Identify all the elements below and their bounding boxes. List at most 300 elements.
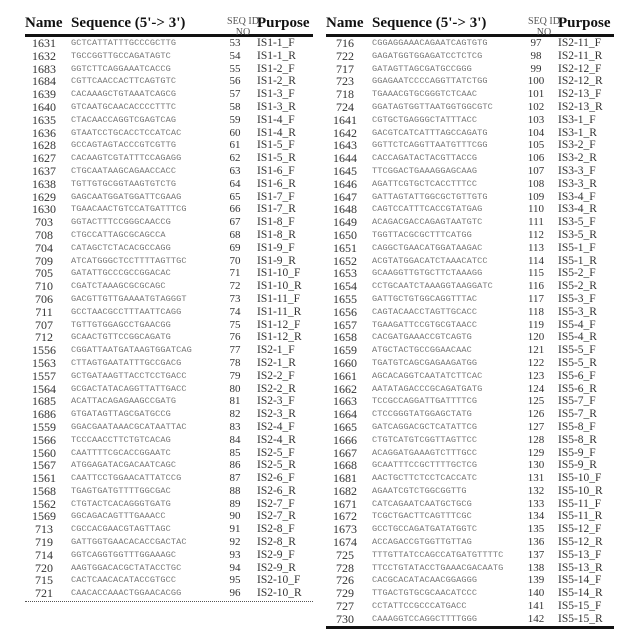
primer-purpose: IS1-1_R: [257, 50, 296, 63]
primer-sequence: GGTTCTCAGGTTAATGTTTCGG: [372, 139, 488, 152]
seq-id-number: 109: [522, 191, 550, 204]
table-row: [25, 447, 313, 460]
primer-purpose: IS5-3_F: [558, 293, 596, 306]
primer-sequence: TGAACAACTGTCCATGATTTCG: [71, 203, 187, 216]
primer-name: 1559: [27, 421, 61, 434]
primer-name: 1664: [328, 408, 362, 421]
primer-name: 1629: [27, 191, 61, 204]
primer-sequence: GATTAGTATTGGCGCTGTTGTG: [372, 191, 488, 204]
primer-sequence: GCAACTGTTCCGGCAGATG: [71, 331, 171, 344]
primer-name: 718: [328, 88, 362, 101]
table-row: [25, 165, 313, 178]
primer-sequence: GGTCTTCAGGAAATCACCG: [71, 63, 171, 76]
seq-id-number: 63: [221, 165, 249, 178]
seq-id-number: 106: [522, 152, 550, 165]
seq-id-number: 72: [221, 280, 249, 293]
primer-name: 727: [328, 600, 362, 613]
table-row: [25, 50, 313, 63]
table-row: [25, 127, 313, 140]
primer-purpose: IS1-4_F: [257, 114, 295, 127]
primer-purpose: IS3-1_F: [558, 114, 596, 127]
primer-sequence: AGAATCGTCTGGCGGTTG: [372, 485, 467, 498]
seq-id-number: 135: [522, 523, 550, 536]
table-row: [25, 498, 313, 511]
primer-name: 1647: [328, 191, 362, 204]
seq-id-number: 139: [522, 574, 550, 587]
seq-id-number: 85: [221, 447, 249, 460]
table-row: [326, 613, 614, 626]
primer-name: 1639: [27, 88, 61, 101]
table-row: [326, 472, 614, 485]
table-row: [25, 306, 313, 319]
table-row: [25, 101, 313, 114]
table-row: [326, 447, 614, 460]
primer-name: 1654: [328, 280, 362, 293]
primer-purpose: IS1-12_R: [257, 331, 302, 344]
primer-name: 1653: [328, 267, 362, 280]
table-row: [25, 434, 313, 447]
table-row: [25, 319, 313, 332]
primer-purpose: IS1-3_F: [257, 88, 295, 101]
primer-name: 1685: [27, 395, 61, 408]
primer-purpose: IS2-3_F: [257, 395, 295, 408]
table-row: [326, 523, 614, 536]
seq-id-number: 98: [522, 50, 550, 63]
seq-id-number: 118: [522, 306, 550, 319]
table-row: [25, 395, 313, 408]
table-row: [326, 383, 614, 396]
seq-id-number: 57: [221, 88, 249, 101]
primer-name: 704: [27, 242, 61, 255]
primer-purpose: IS1-2_R: [257, 75, 296, 88]
primer-purpose: IS2-6_F: [257, 472, 295, 485]
primer-name: 720: [27, 562, 61, 575]
primer-sequence: GCTGATAAGTTACCTCCTGACC: [71, 370, 187, 383]
primer-sequence: CAGTCCATTTCACCGTATGAG: [372, 203, 482, 216]
primer-sequence: CACCAGATACTACGTTACCG: [372, 152, 477, 165]
primer-name: 1667: [328, 447, 362, 460]
seq-id-number: 112: [522, 229, 550, 242]
primer-sequence: GGCAGACAGTTTGAAACC: [71, 510, 166, 523]
primer-purpose: IS3-2_R: [558, 152, 597, 165]
primer-purpose: IS1-8_R: [257, 229, 296, 242]
seq-id-number: 58: [221, 101, 249, 114]
primer-purpose: IS1-2_F: [257, 63, 295, 76]
seq-id-number: 74: [221, 306, 249, 319]
primer-name: 1642: [328, 127, 362, 140]
primer-purpose: IS5-9_R: [558, 459, 597, 472]
primer-name: 1671: [328, 498, 362, 511]
seq-id-number: 136: [522, 536, 550, 549]
table-row: [25, 383, 313, 396]
primer-sequence: TCGCTGACTTCAGTTTCGC: [372, 510, 472, 523]
primer-purpose: IS5-4_R: [558, 331, 597, 344]
primer-sequence: TCCCAACCTTCTGTCACAG: [71, 434, 171, 447]
primer-sequence: CGATCTAAAGCGCGCAGC: [71, 280, 166, 293]
primer-purpose: IS1-9_F: [257, 242, 295, 255]
primer-sequence: GTGATAGTTAGCGATGCCG: [71, 408, 171, 421]
primer-name: 1657: [328, 319, 362, 332]
table-row: [326, 37, 614, 50]
seq-id-number: 90: [221, 510, 249, 523]
primer-sequence: GCGACTATACAGGTTATTGACC: [71, 383, 187, 396]
primer-purpose: IS2-7_F: [257, 498, 295, 511]
primer-sequence: GATATTGCCCGCCGGACAC: [71, 267, 171, 280]
primer-purpose: IS2-4_F: [257, 421, 295, 434]
primer-name: 1660: [328, 357, 362, 370]
table-row: [25, 229, 313, 242]
table-row: [25, 562, 313, 575]
primer-name: 1628: [27, 139, 61, 152]
primer-name: 1662: [328, 383, 362, 396]
primer-name: 1556: [27, 344, 61, 357]
primer-sequence: TGTTGTGCGGTAAGTGTCTG: [71, 178, 176, 191]
table-row: [326, 127, 614, 140]
table-row: [25, 75, 313, 88]
primer-sequence: CTGTCATGTCGGTTAGTTCC: [372, 434, 477, 447]
table-row: [25, 178, 313, 191]
primer-name: 1645: [328, 165, 362, 178]
primer-name: 729: [328, 587, 362, 600]
seq-id-number: 142: [522, 613, 550, 626]
primer-name: 1635: [27, 114, 61, 127]
primer-purpose: IS5-10_R: [558, 485, 603, 498]
primer-purpose: IS5-11_F: [558, 498, 601, 511]
seq-id-number: 84: [221, 434, 249, 447]
table-row: [326, 152, 614, 165]
primer-purpose: IS3-5_F: [558, 216, 596, 229]
seq-id-number: 66: [221, 203, 249, 216]
seq-id-number: 94: [221, 562, 249, 575]
primer-sequence: CGGAGGAAACAGAATCAGTGTG: [372, 37, 488, 50]
table-row: [326, 408, 614, 421]
seq-id-number: 83: [221, 421, 249, 434]
primer-purpose: IS5-12_R: [558, 536, 603, 549]
primer-sequence: GACGTCATCATTTAGCCAGATG: [372, 127, 488, 140]
primer-name: 721: [27, 587, 61, 600]
header-seq-id: SEQ ID NO: [221, 16, 265, 38]
primer-purpose: IS5-9_F: [558, 447, 596, 460]
primer-name: 709: [27, 255, 61, 268]
table-row: [326, 50, 614, 63]
primer-sequence: GGACGAATAAACGCATAATTAC: [71, 421, 187, 434]
primer-name: 1668: [328, 459, 362, 472]
primer-name: 1674: [328, 536, 362, 549]
seq-id-number: 95: [221, 574, 249, 587]
seq-id-number: 56: [221, 75, 249, 88]
seq-id-number: 99: [522, 63, 550, 76]
seq-id-number: 114: [522, 255, 550, 268]
seq-id-number: 81: [221, 395, 249, 408]
primer-purpose: IS2-4_R: [257, 434, 296, 447]
header-name: Name: [25, 15, 63, 32]
primer-sequence: GACGTTGTTGAAAATGTAGGGT: [71, 293, 187, 306]
table-row: [326, 242, 614, 255]
table-row: [25, 242, 313, 255]
primer-sequence: CAATTCCTGGAACATTATCCG: [71, 472, 181, 485]
primer-purpose: IS1-4_R: [257, 127, 296, 140]
primer-purpose: IS5-11_R: [558, 510, 602, 523]
primer-purpose: IS2-8_R: [257, 536, 296, 549]
seq-id-number: 97: [522, 37, 550, 50]
seq-id-number: 120: [522, 331, 550, 344]
table-row: [25, 459, 313, 472]
primer-purpose: IS5-13_R: [558, 562, 603, 575]
table-row: [326, 536, 614, 549]
primer-purpose: IS5-5_R: [558, 357, 597, 370]
primer-name: 1665: [328, 421, 362, 434]
primer-purpose: IS3-4_R: [558, 203, 597, 216]
primer-purpose: IS5-7_F: [558, 395, 596, 408]
seq-id-number: 127: [522, 421, 550, 434]
primer-sequence: TTGACTGTGCGCAACATCCC: [372, 587, 477, 600]
header-purpose: Purpose: [558, 15, 611, 32]
table-row: [25, 574, 313, 587]
table-row: [326, 75, 614, 88]
primer-purpose: IS2-11_F: [558, 37, 601, 50]
table-row: [326, 549, 614, 562]
primer-purpose: IS5-3_R: [558, 306, 597, 319]
table-row: [25, 485, 313, 498]
primer-purpose: IS5-13_F: [558, 549, 601, 562]
seq-id-number: 64: [221, 178, 249, 191]
seq-id-number: 115: [522, 267, 550, 280]
primer-purpose: IS1-5_F: [257, 139, 295, 152]
primer-name: 726: [328, 574, 362, 587]
primer-purpose: IS2-2_R: [257, 383, 296, 396]
table-row: [326, 293, 614, 306]
seq-id-number: 60: [221, 127, 249, 140]
primer-purpose: IS1-9_R: [257, 255, 296, 268]
primer-sequence: GATCAGGACGCTCATATTCG: [372, 421, 477, 434]
table-row: [25, 216, 313, 229]
table-row: [25, 408, 313, 421]
seq-id-number: 61: [221, 139, 249, 152]
primer-sequence: GGAGAATCCCCAGGTTATCTGG: [372, 75, 488, 88]
primer-sequence: AGATTCGTGCTCACCTTTCC: [372, 178, 477, 191]
primer-name: 1560: [27, 447, 61, 460]
primer-name: 1663: [328, 395, 362, 408]
seq-id-number: 122: [522, 357, 550, 370]
primer-purpose: IS1-10_R: [257, 280, 302, 293]
seq-id-number: 132: [522, 485, 550, 498]
primer-name: 1636: [27, 127, 61, 140]
primer-name: 1632: [27, 50, 61, 63]
primer-purpose: IS5-8_R: [558, 434, 597, 447]
primer-purpose: IS1-7_F: [257, 191, 295, 204]
table-row: [25, 331, 313, 344]
primer-sequence: CACTCAACACATACCGTGCC: [71, 574, 176, 587]
primer-name: 713: [27, 523, 61, 536]
table-row: [326, 267, 614, 280]
primer-name: 1568: [27, 485, 61, 498]
primer-purpose: IS1-5_R: [257, 152, 296, 165]
primer-sequence: GCAAGGTTGTGCTTCTAAAGG: [372, 267, 482, 280]
seq-id-number: 104: [522, 127, 550, 140]
seq-id-number: 103: [522, 114, 550, 127]
seq-id-number: 76: [221, 331, 249, 344]
seq-id-number: 134: [522, 510, 550, 523]
table-row: [25, 370, 313, 383]
seq-id-number: 89: [221, 498, 249, 511]
table-row: [326, 498, 614, 511]
table-row: [25, 472, 313, 485]
primer-name: 1627: [27, 152, 61, 165]
primer-sequence: GCTCATTATTTGCCCGCTTG: [71, 37, 176, 50]
table-row: [326, 203, 614, 216]
primer-sequence: AATATAGACCCGCAGATGATG: [372, 383, 482, 396]
primer-purpose: IS1-3_R: [257, 101, 296, 114]
primer-purpose: IS2-10_F: [257, 574, 300, 587]
primer-sequence: GTCAATGCAACACCCCTTTC: [71, 101, 176, 114]
primer-sequence: GAGCAATGGATGGATTCGAAG: [71, 191, 181, 204]
primer-sequence: CATCAGAATCAATGCTGCG: [372, 498, 472, 511]
primer-purpose: IS1-6_F: [257, 165, 295, 178]
primer-purpose: IS2-2_F: [257, 370, 295, 383]
primer-sequence: ACGTATGGACATCTAAACATCC: [372, 255, 488, 268]
table-row: [25, 191, 313, 204]
seq-id-number: 73: [221, 293, 249, 306]
primer-sequence: CACAAGTCGTATTTCCAGAGG: [71, 152, 181, 165]
table-row: [326, 434, 614, 447]
primer-name: 703: [27, 216, 61, 229]
table-row: [326, 101, 614, 114]
primer-purpose: IS1-1_F: [257, 37, 295, 50]
seq-id-number: 67: [221, 216, 249, 229]
seq-id-number: 53: [221, 37, 249, 50]
primer-sequence: CAGGCTGAACATGGATAAGAC: [372, 242, 482, 255]
primer-sequence: CTGCAATAAGCAGAACCACC: [71, 165, 176, 178]
table-row: [25, 63, 313, 76]
table-row: [25, 357, 313, 370]
primer-sequence: ATCATGGGCTCCTTTTAGTTGC: [71, 255, 187, 268]
primer-purpose: IS5-14_R: [558, 587, 603, 600]
seq-id-number: 117: [522, 293, 550, 306]
primer-sequence: GCAATTTCCGCTTTTGCTCG: [372, 459, 477, 472]
table-row: [326, 306, 614, 319]
seq-id-number: 107: [522, 165, 550, 178]
primer-sequence: CAAAGGTCCAGGCTTTTGGG: [372, 613, 477, 626]
primer-name: 728: [328, 562, 362, 575]
primer-name: 1655: [328, 293, 362, 306]
primer-sequence: GCCTAACGCCTTTAATTCAGG: [71, 306, 181, 319]
seq-id-number: 116: [522, 280, 550, 293]
primer-purpose: IS5-4_F: [558, 319, 596, 332]
table-row: [25, 549, 313, 562]
primer-sequence: CTACAACCAGGTCGAGTCAG: [71, 114, 176, 127]
primer-name: 1563: [27, 357, 61, 370]
primer-name: 1651: [328, 242, 362, 255]
primer-sequence: CCTATTCCGCCCATGACC: [372, 600, 467, 613]
primer-purpose: IS5-1_F: [558, 242, 596, 255]
seq-id-number: 101: [522, 88, 550, 101]
seq-id-number: 91: [221, 523, 249, 536]
primer-name: 723: [328, 75, 362, 88]
header-purpose: Purpose: [257, 15, 310, 32]
table-row: [25, 421, 313, 434]
table-row: [25, 523, 313, 536]
table-row: [326, 562, 614, 575]
primer-name: 1649: [328, 216, 362, 229]
seq-id-number: 70: [221, 255, 249, 268]
primer-purpose: IS5-5_F: [558, 344, 596, 357]
table-row: [326, 229, 614, 242]
primer-sequence: GATTGGTGAACACACCGACTAC: [71, 536, 187, 549]
primer-sequence: CAGTACAACCTAGTTGCACC: [372, 306, 477, 319]
primer-purpose: IS1-11_F: [257, 293, 300, 306]
primer-sequence: CGCCACGAACGTAGTTAGC: [71, 523, 171, 536]
primer-sequence: ACAGGATGAAAGTCTTTGCC: [372, 447, 477, 460]
seq-id-number: 130: [522, 459, 550, 472]
seq-id-number: 69: [221, 242, 249, 255]
primer-sequence: AAGTGGACACGCTATACCTGC: [71, 562, 181, 575]
primer-name: 711: [27, 306, 61, 319]
primer-name: 1561: [27, 472, 61, 485]
table-row: [326, 370, 614, 383]
header-sequence: Sequence (5'-> 3'): [372, 15, 486, 32]
primer-sequence: TCCGCCAGGATTGATTTTCG: [372, 395, 477, 408]
primer-purpose: IS2-8_F: [257, 523, 295, 536]
primer-name: 1643: [328, 139, 362, 152]
primer-sequence: GGTCAGGTGGTTTGGAAAGC: [71, 549, 176, 562]
seq-id-number: 128: [522, 434, 550, 447]
table-row: [326, 178, 614, 191]
seq-id-number: 141: [522, 600, 550, 613]
primer-name: 1644: [328, 152, 362, 165]
primer-name: 1566: [27, 434, 61, 447]
primer-purpose: IS2-9_R: [257, 562, 296, 575]
primer-name: 1562: [27, 498, 61, 511]
primer-purpose: IS1-8_F: [257, 216, 295, 229]
primer-sequence: TGTTGTGGAGCCTGAACGG: [71, 319, 171, 332]
table-row: [326, 88, 614, 101]
seq-id-number: 75: [221, 319, 249, 332]
seq-id-number: 54: [221, 50, 249, 63]
primer-sequence: ATGCTACTGCCGGAACAAC: [372, 344, 472, 357]
table-row: [25, 280, 313, 293]
table-row: [326, 357, 614, 370]
seq-id-number: 125: [522, 395, 550, 408]
primer-name: 1640: [27, 101, 61, 114]
primer-name: 1652: [328, 255, 362, 268]
seq-id-number: 129: [522, 447, 550, 460]
table-row: [326, 421, 614, 434]
primer-name: 1557: [27, 370, 61, 383]
primer-purpose: IS3-2_F: [558, 139, 596, 152]
seq-id-number: 108: [522, 178, 550, 191]
primer-name: 1682: [328, 485, 362, 498]
primer-name: 1659: [328, 344, 362, 357]
primer-name: 1630: [27, 203, 61, 216]
primer-name: 1648: [328, 203, 362, 216]
primer-purpose: IS5-2_F: [558, 267, 596, 280]
seq-id-number: 138: [522, 562, 550, 575]
seq-id-number: 110: [522, 203, 550, 216]
table-row: [326, 114, 614, 127]
primer-sequence: ATGGAGATACGACAATCAGC: [71, 459, 176, 472]
primer-sequence: CTCCGGGTATGGAGCTATG: [372, 408, 472, 421]
primer-name: 719: [27, 536, 61, 549]
primer-sequence: CAACACCAAACTGGAACACGG: [71, 587, 181, 600]
primer-purpose: IS5-14_F: [558, 574, 601, 587]
primer-sequence: CATAGCTCTACACGCCAGG: [71, 242, 171, 255]
primer-name: 1631: [27, 37, 61, 50]
primer-sequence: ACATTACAGAGAAGCCGATG: [71, 395, 176, 408]
primer-purpose: IS5-10_F: [558, 472, 601, 485]
primer-table-left: [25, 0, 313, 602]
header-seq-id: SEQ ID NO: [522, 16, 566, 38]
table-body: [25, 37, 313, 602]
